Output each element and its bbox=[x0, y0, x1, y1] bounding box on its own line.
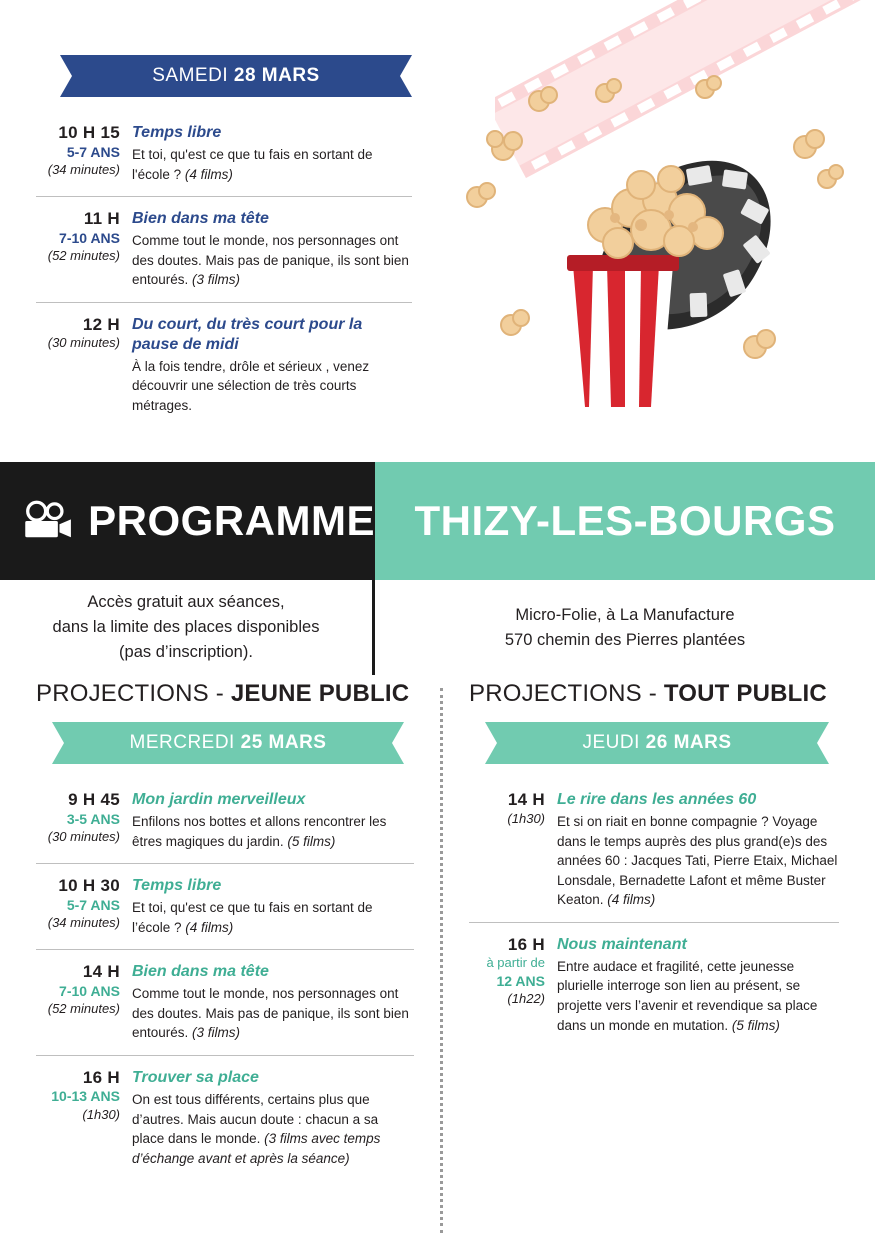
row-age: 5-7 ANS bbox=[66, 143, 120, 160]
row-duration: (30 minutes) bbox=[47, 828, 120, 844]
row-age: 3-5 ANS bbox=[66, 810, 120, 827]
banner-tail-left bbox=[485, 722, 513, 764]
row-info-column bbox=[130, 1068, 414, 1168]
popcorn-illustration bbox=[455, 75, 855, 445]
row-title: Trouver sa place bbox=[132, 1068, 259, 1086]
section-title-jeune-public bbox=[36, 680, 414, 708]
row-duration: (34 minutes) bbox=[47, 914, 120, 930]
table-row bbox=[36, 111, 412, 196]
row-time-column bbox=[36, 790, 130, 851]
row-info-column bbox=[555, 935, 839, 1035]
banner-tail-left bbox=[60, 55, 88, 97]
row-duration: (52 minutes) bbox=[47, 1000, 120, 1016]
row-time: 10 H 30 bbox=[58, 876, 120, 896]
row-description-text: Et toi, qu'est ce que tu fais en sortant de l'école ? bbox=[132, 147, 373, 182]
row-time: 14 H bbox=[82, 962, 120, 982]
mercredi-day-banner bbox=[52, 722, 404, 764]
row-description-text: Et si on riait en bonne compagnie ? Voyage dans le temps auprès des plus grand(e)s des années 60 : Jacques Tati, Pierre Etaix, Michael Lonsdale, Bernadette Lafont et même Buster Keaton. bbox=[557, 814, 838, 908]
row-duration: (1h30) bbox=[507, 810, 545, 826]
row-info-column bbox=[130, 123, 412, 184]
table-row bbox=[469, 778, 839, 922]
row-description: À la fois tendre, drôle et sérieux , venez découvrir une sélection de très courts métrages. bbox=[132, 358, 370, 413]
table-row bbox=[36, 196, 412, 302]
row-info-column bbox=[130, 790, 414, 851]
banner-date: 26 MARS bbox=[645, 732, 732, 753]
access-info-line-3: (pas d’inscription). bbox=[119, 642, 253, 661]
row-time-column bbox=[36, 315, 130, 416]
access-info-line-1: Accès gratuit aux séances, bbox=[87, 593, 285, 612]
banner-label bbox=[130, 732, 327, 754]
row-description bbox=[132, 231, 412, 290]
row-title: Le rire dans les années 60 bbox=[557, 791, 757, 808]
row-time-column bbox=[36, 123, 130, 184]
row-time-column bbox=[36, 962, 130, 1043]
row-title: Du court, du très court pour la pause de midi bbox=[132, 315, 363, 353]
row-time-column bbox=[36, 209, 130, 290]
row-title: Bien dans ma tête bbox=[132, 963, 269, 981]
saturday-rows bbox=[36, 111, 412, 428]
saturday-day-banner bbox=[60, 55, 412, 97]
banner-tail-right bbox=[801, 722, 829, 764]
row-description-note: (5 films) bbox=[731, 1017, 780, 1033]
row-info-column bbox=[130, 315, 412, 416]
row-age: 10-13 ANS bbox=[51, 1088, 120, 1105]
programme-band bbox=[0, 462, 875, 580]
venue-name: Micro-Folie, à La Manufacture bbox=[515, 605, 735, 624]
row-age: 7-10 ANS bbox=[59, 229, 120, 246]
row-info-column bbox=[130, 962, 414, 1043]
section-title-tout-public bbox=[469, 680, 839, 708]
section-title-prefix: PROJECTIONS - bbox=[469, 680, 664, 707]
banner-label bbox=[152, 65, 319, 87]
city-title: THIZY-LES-BOURGS bbox=[414, 497, 836, 544]
row-time-column bbox=[469, 935, 555, 1035]
row-title: Temps libre bbox=[132, 877, 222, 895]
banner-tail-left bbox=[52, 722, 80, 764]
row-description-note: (3 films) bbox=[192, 272, 241, 288]
programme-title: PROGRAMME bbox=[88, 497, 375, 544]
banner-day: MERCREDI bbox=[129, 732, 241, 753]
row-description bbox=[132, 145, 412, 184]
table-row bbox=[36, 302, 412, 428]
table-row bbox=[36, 949, 414, 1055]
row-time: 11 H bbox=[83, 209, 120, 229]
row-time: 16 H bbox=[507, 934, 545, 954]
tout-public-column bbox=[443, 680, 875, 1233]
row-time-column bbox=[36, 1068, 130, 1168]
banner-day: SAMEDI bbox=[152, 65, 234, 86]
row-description-note: (4 films) bbox=[185, 919, 234, 935]
banner-tail-right bbox=[384, 55, 412, 97]
row-time: 14 H bbox=[507, 790, 545, 809]
venue-address: 570 chemin des Pierres plantées bbox=[504, 630, 746, 649]
section-title-prefix: PROJECTIONS - bbox=[36, 680, 231, 707]
table-row bbox=[36, 863, 414, 949]
row-description-note: (4 films) bbox=[607, 892, 656, 908]
row-age: 7-10 ANS bbox=[59, 982, 120, 999]
row-info-column bbox=[555, 790, 839, 910]
row-description-note: (3 films) bbox=[192, 1025, 241, 1041]
row-duration: (52 minutes) bbox=[47, 247, 120, 263]
row-duration: (34 minutes) bbox=[47, 161, 120, 177]
row-duration: (1h30) bbox=[82, 1106, 120, 1122]
row-title: Bien dans ma tête bbox=[132, 210, 269, 228]
mercredi-rows bbox=[36, 778, 414, 1180]
row-description bbox=[132, 984, 414, 1043]
banner-tail-right bbox=[376, 722, 404, 764]
row-title: Nous maintenant bbox=[557, 935, 687, 953]
row-time: 9 H 45 bbox=[68, 790, 120, 809]
film-camera-icon bbox=[22, 497, 74, 545]
banner-date: 25 MARS bbox=[240, 732, 327, 753]
row-age: 12 ANS bbox=[496, 972, 545, 989]
row-duration: (1h22) bbox=[507, 991, 545, 1007]
jeudi-rows bbox=[469, 778, 839, 1047]
row-description bbox=[132, 898, 414, 937]
section-title-strong: JEUNE PUBLIC bbox=[230, 680, 410, 707]
row-description-text: Comme tout le monde, nos personnages ont des doutes. Mais pas de panique, ils sont bien entourés. bbox=[132, 233, 409, 288]
row-description-note: (4 films) bbox=[184, 166, 233, 182]
banner-label bbox=[582, 732, 731, 754]
programme-band-right bbox=[375, 462, 875, 580]
row-info-column bbox=[130, 876, 414, 937]
banner-day: JEUDI bbox=[582, 732, 646, 753]
row-title: Temps libre bbox=[132, 124, 222, 141]
row-description-text: Comme tout le monde, nos personnages ont des doutes. Mais pas de panique, ils sont bien entourés. bbox=[132, 986, 409, 1041]
row-description bbox=[557, 957, 839, 1035]
access-info-line-2: dans la limite des places disponibles bbox=[52, 618, 320, 637]
access-info bbox=[0, 580, 375, 675]
row-time-column bbox=[36, 876, 130, 937]
row-duration: (30 minutes) bbox=[47, 335, 120, 351]
row-description-text: Enfilons nos bottes et allons rencontrer les êtres magiques du jardin. bbox=[132, 814, 387, 849]
row-description bbox=[132, 812, 414, 851]
row-time: 12 H bbox=[82, 314, 120, 334]
row-description-text: On est tous différents, certains plus que d’autres. Mais aucun doute : chacun a sa place dans le monde. bbox=[132, 1091, 379, 1147]
row-age-prefix: à partir de bbox=[486, 955, 545, 971]
venue-info bbox=[375, 580, 875, 675]
saturday-schedule-section bbox=[0, 0, 440, 428]
row-info-column bbox=[130, 209, 412, 290]
row-description-text: Et toi, qu'est ce que tu fais en sortant de l’école ? bbox=[132, 900, 373, 935]
row-description bbox=[557, 812, 839, 910]
row-time: 16 H bbox=[82, 1067, 120, 1087]
banner-date: 28 MARS bbox=[233, 65, 320, 86]
table-row bbox=[469, 922, 839, 1047]
row-description bbox=[132, 1090, 414, 1168]
row-description-text: Entre audace et fragilité, cette jeunesse plurielle interroge son lien au présent, se projette vers l’avenir et revendique sa place dans un monde en mutation. bbox=[557, 958, 818, 1033]
table-row bbox=[36, 1055, 414, 1180]
row-time: 10 H 15 bbox=[58, 123, 120, 142]
row-title: Mon jardin merveilleux bbox=[132, 791, 306, 808]
row-description-note: (3 films avec temps d’échange avant et après la séance) bbox=[132, 1131, 381, 1166]
programme-band-left bbox=[0, 462, 375, 580]
jeudi-day-banner bbox=[485, 722, 829, 764]
projections-columns bbox=[0, 680, 875, 1233]
row-age: 5-7 ANS bbox=[66, 896, 120, 913]
jeune-public-column bbox=[0, 680, 440, 1233]
row-time-column bbox=[469, 790, 555, 910]
row-description-note: (5 films) bbox=[287, 833, 336, 849]
subheader bbox=[0, 580, 875, 675]
table-row bbox=[36, 778, 414, 863]
section-title-strong: TOUT PUBLIC bbox=[663, 680, 827, 707]
